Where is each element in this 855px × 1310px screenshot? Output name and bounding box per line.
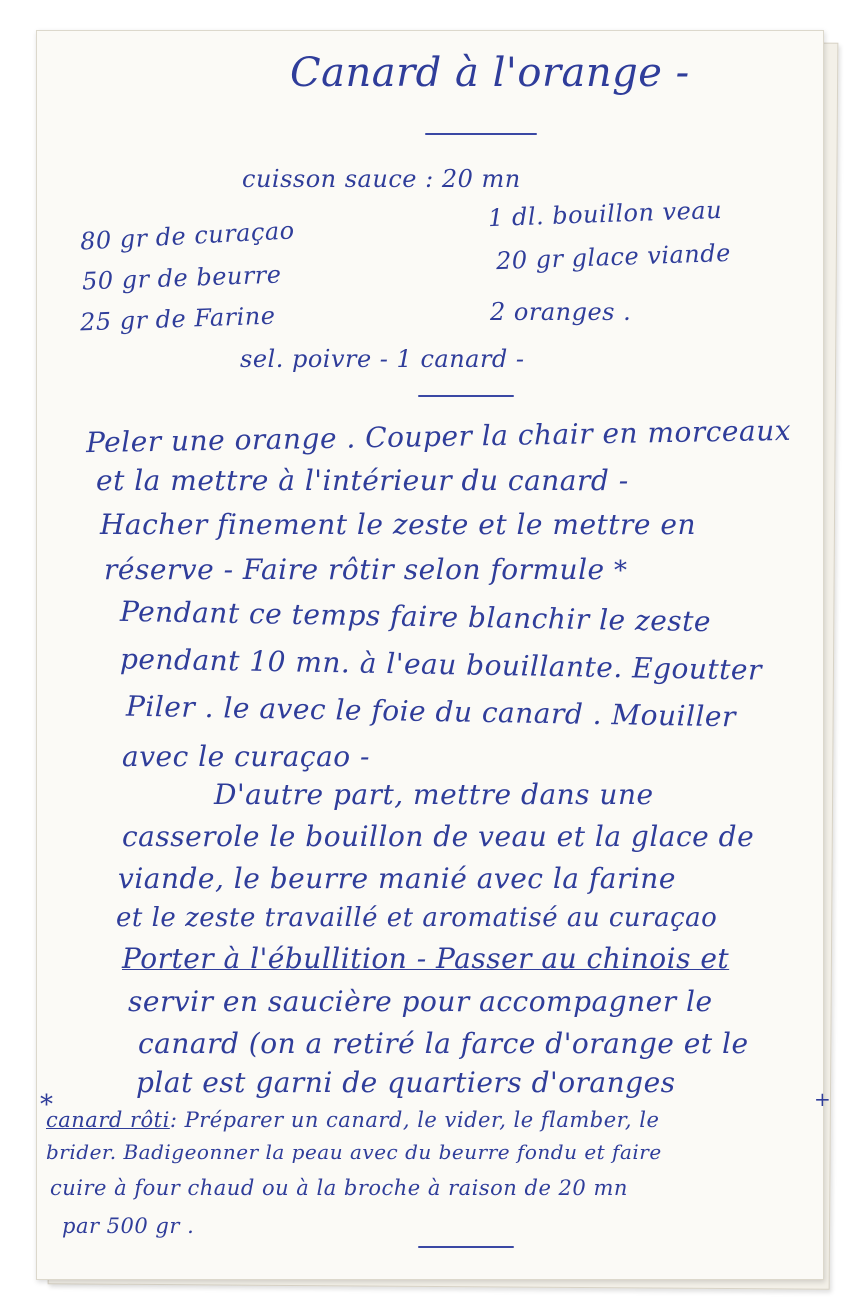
asterisk-mark: * (614, 556, 628, 586)
recipe-title: Canard à l'orange - (290, 50, 690, 96)
ingredient-butter: 50 gr de beurre (81, 260, 282, 296)
method-line: pendant 10 mn. à l'eau bouillante. Egoutter (119, 642, 763, 687)
ingredient-stock: 1 dl. bouillon veau (487, 195, 723, 233)
method-line: Peler une orange . Couper la chair en morceaux (85, 413, 792, 460)
ingredients-divider (418, 395, 514, 397)
footnote-line: canard rôti: Préparer un canard, le vider, le flamber, le (46, 1108, 660, 1132)
method-line: Porter à l'ébullition - Passer au chinois et (122, 942, 730, 975)
method-line: réserve - Faire rôtir selon formule * (104, 553, 628, 586)
ingredient-glaze: 20 gr glace viande (495, 238, 732, 276)
ingredient-flour: 25 gr de Farine (79, 301, 276, 337)
method-line: canard (on a retiré la farce d'orange et le (138, 1027, 749, 1060)
footnote-line: brider. Badigeonner la peau avec du beurre fondu et faire (46, 1140, 662, 1164)
method-line: D'autre part, mettre dans une (214, 778, 654, 811)
footnote-asterisk: * (40, 1090, 54, 1120)
ingredient-cooking-time: cuisson sauce : 20 mn (242, 165, 521, 193)
title-underline (425, 133, 537, 135)
method-line: et le zeste travaillé et aromatisé au curaçao (116, 903, 718, 933)
end-divider (418, 1246, 514, 1248)
footnote-line: par 500 gr . (62, 1214, 195, 1238)
method-line: plat est garni de quartiers d'oranges (136, 1066, 676, 1099)
ingredient-curacao: 80 gr de curaçao (79, 216, 296, 256)
footnote-label: canard rôti (46, 1108, 170, 1132)
method-line: servir en saucière pour accompagner le (128, 985, 713, 1018)
method-line: avec le curaçao - (122, 740, 370, 773)
method-line: Pendant ce temps faire blanchir le zeste (119, 594, 712, 639)
cross-mark: + (814, 1087, 832, 1111)
method-line: Piler . le avec le foie du canard . Mouiller (125, 689, 737, 734)
method-line: Hacher finement le zeste et le mettre en (100, 508, 696, 541)
method-line: et la mettre à l'intérieur du canard - (96, 464, 629, 497)
method-line: viande, le beurre manié avec la farine (118, 862, 676, 895)
method-line: casserole le bouillon de veau et la glace de (122, 820, 755, 853)
footnote-line: cuire à four chaud ou à la broche à raison de 20 mn (50, 1176, 628, 1200)
ingredient-oranges: 2 oranges . (490, 298, 632, 326)
ingredient-seasoning: sel. poivre - 1 canard - (240, 345, 525, 373)
